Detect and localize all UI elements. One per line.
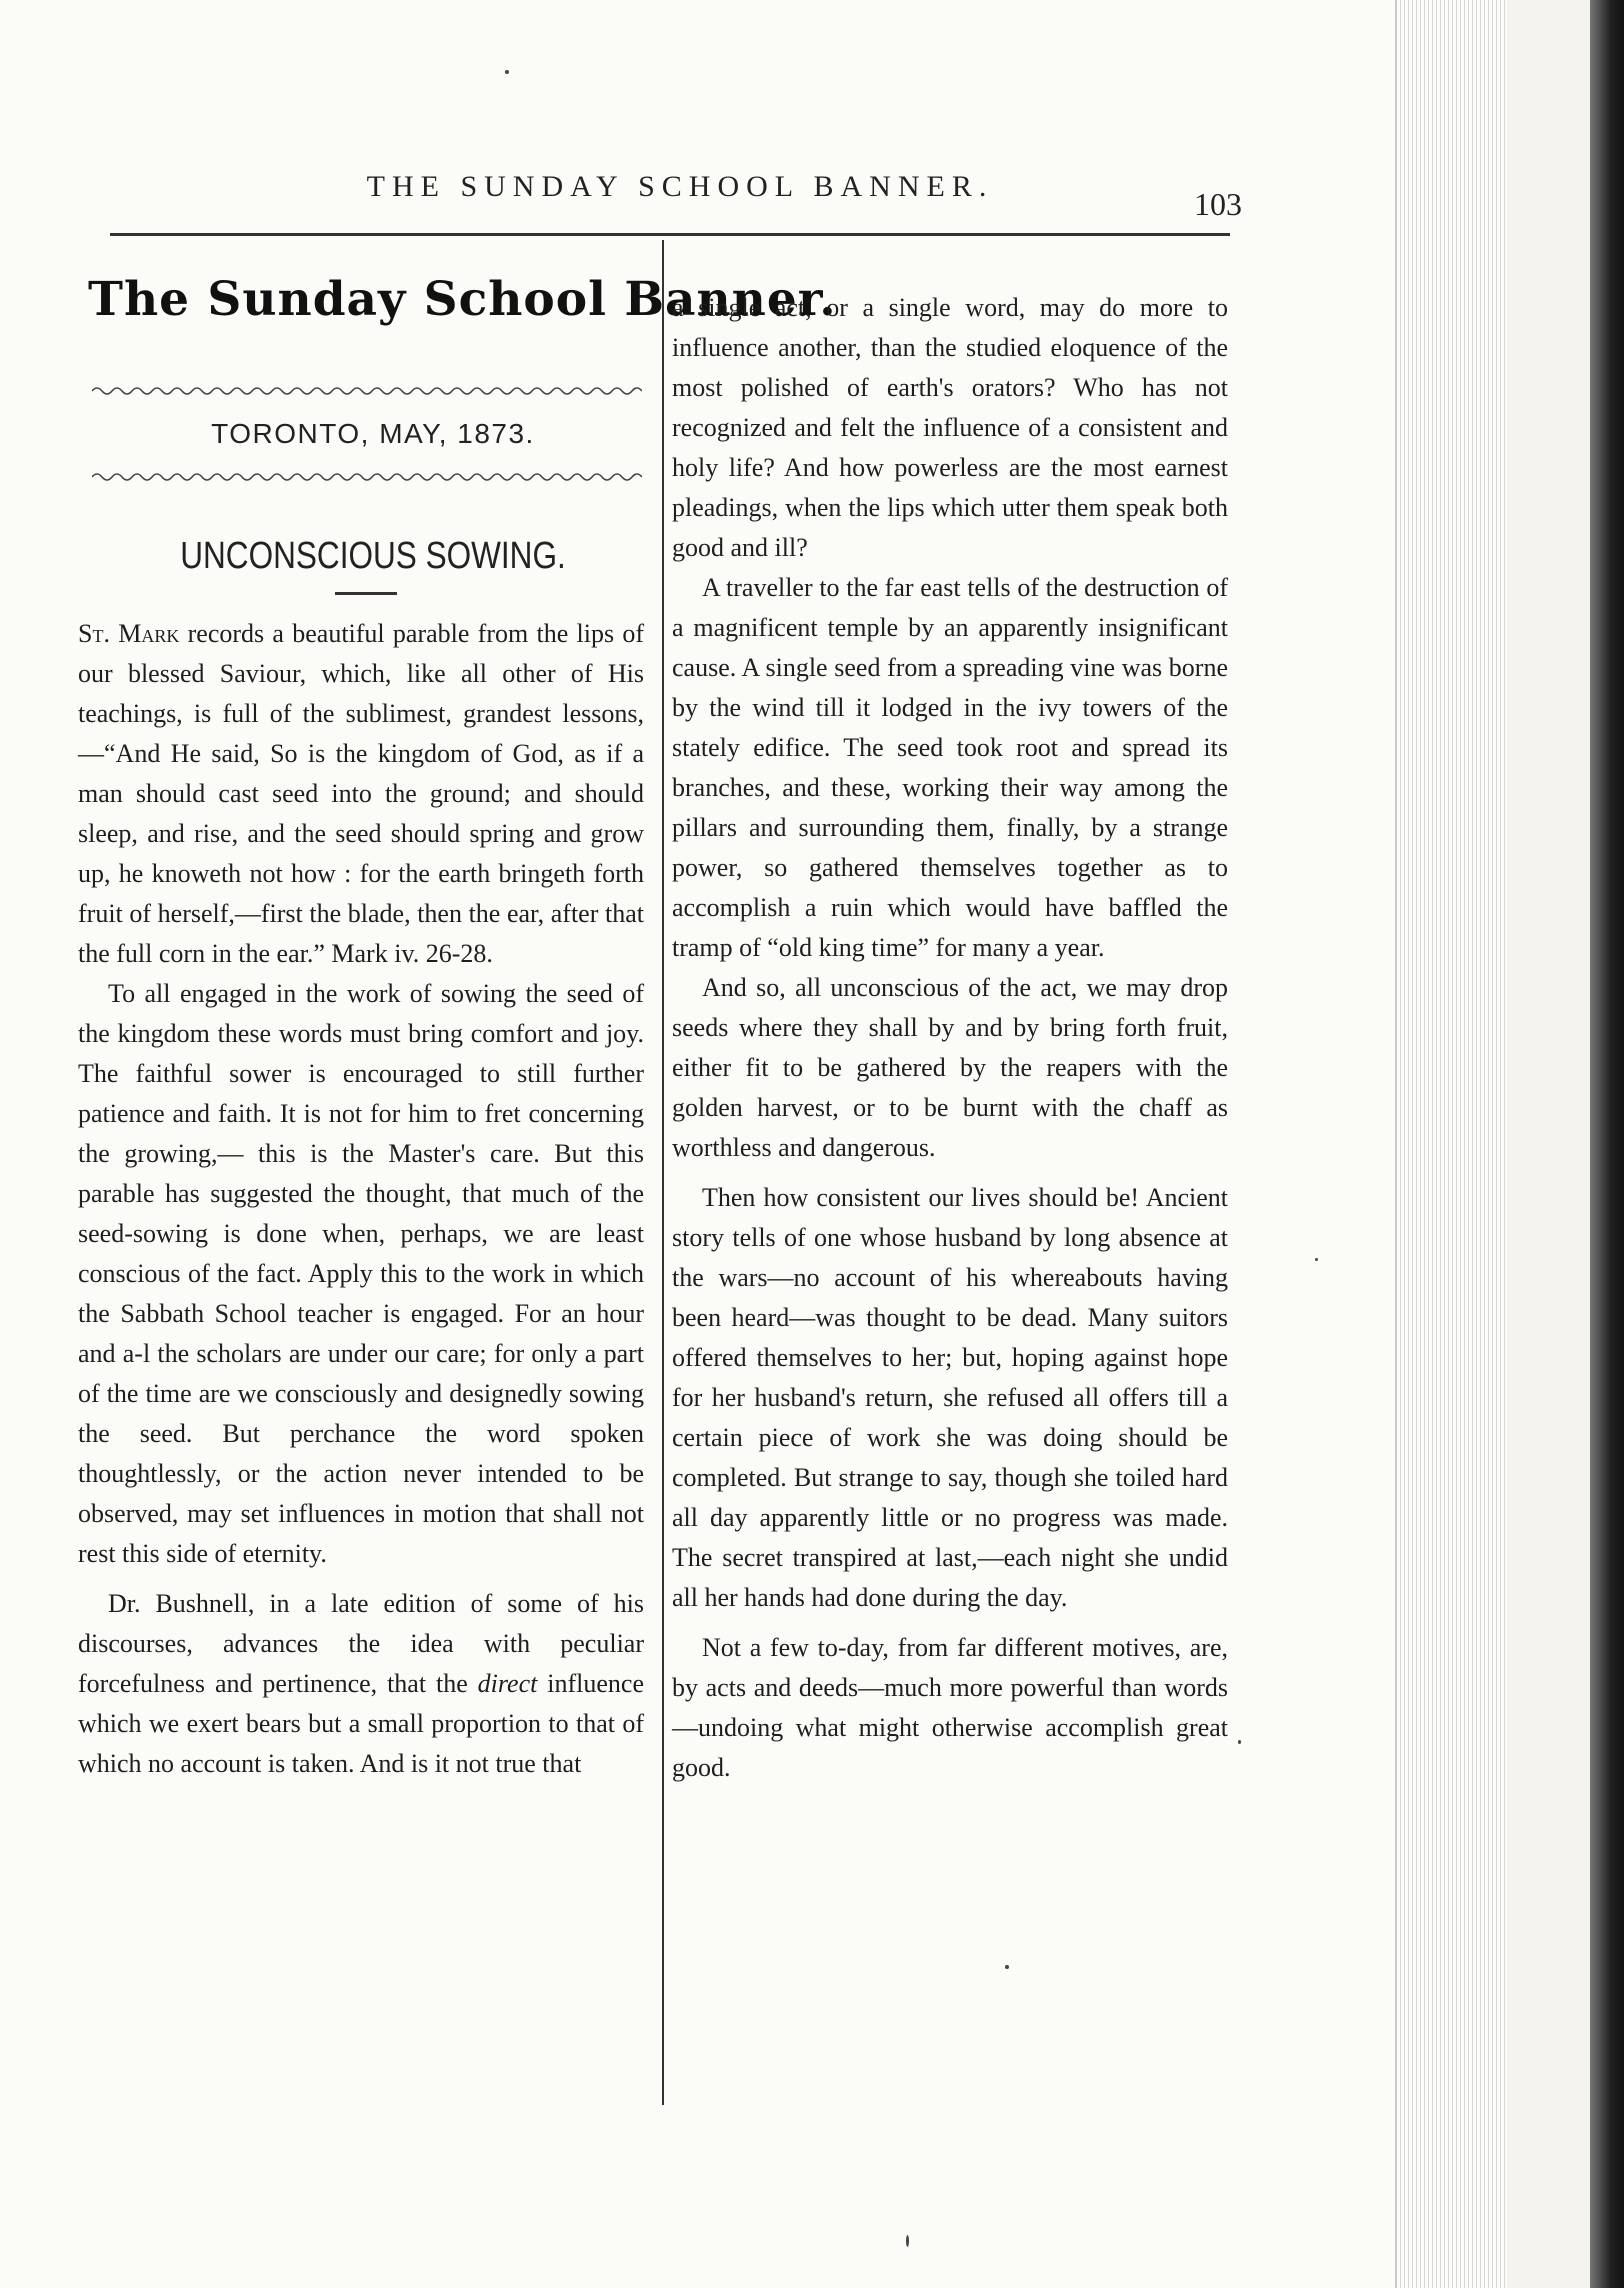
wavy-rule-bottom — [92, 470, 642, 484]
paragraph: And so, all unconscious of the act, we may drop seeds where they shall by and by bring forth fruit, either fit to be gathered by the reapers with the golden harvest, or to be burnt with the chaff as worthless and dangerous. — [672, 973, 1228, 1162]
paragraph — [78, 1584, 644, 1784]
paragraph: Not a few to-day, from far different motives, are, by acts and deeds—much more powerful than words—undoing what might otherwise accomplish great good. — [672, 1633, 1228, 1782]
left-column — [78, 614, 644, 1784]
paragraph: To all engaged in the work of sowing the seed of the kingdom these words must bring comfort and joy. The faithful sower is encouraged to still further patience and faith. It is not for him to fret concerning the growing,— this is the Master's care. But this parable has suggested the thought, that much of the seed-sowing is done when, perhaps, we are least conscious of the fact. Apply this to the work in which the Sabbath School teacher is engaged. For an hour and a-l the scholars are under our care; for only a part of the time are we consciously and designedly sowing the seed. But perchance the word spoken thoughtlessly, or the action never intended to be observed, may set influences in motion that shall not rest this side of eternity. — [78, 979, 644, 1568]
header-rule — [110, 233, 1230, 236]
wavy-rule-top — [92, 384, 642, 398]
ink-speck — [1238, 1740, 1241, 1744]
paragraph: Then how consistent our lives should be! Ancient story tells of one whose husband by long absence at the wars—no account of his whereabouts having been heard—was thought to be dead. Many suitors offered themselves to her; but, hoping against hope for her husband's return, she refused all offers till a certain piece of work she was doing should be completed. But strange to say, though she toiled hard all day apparently little or no progress was made. The secret transpired at last,—each night she undid all her hands had done during the day. — [672, 1183, 1228, 1612]
opening-name: St. Mark — [78, 619, 180, 648]
paragraph — [78, 614, 644, 974]
right-column — [672, 288, 1228, 1788]
title-rule — [335, 592, 397, 595]
running-head: THE SUNDAY SCHOOL BANNER. — [366, 170, 994, 203]
paragraph-text: records a beautiful parable from the lips of our blessed Saviour, which, like all other of His teachings, is full of the sublimest, grandest lessons,—“And He said, So is the kingdom of God, as if a man should cast seed into the ground; and should sleep, and rise, and the seed should spring and grow up, he knoweth not how : for the earth bringeth forth fruit of herself,—first the blade, then the ear, after that the full corn in the ear.” Mark iv. 26-28. — [78, 619, 645, 968]
paragraph-text: influence which we exert bears but a small proportion to that of which no account is taken. And is it not true that — [78, 1669, 645, 1778]
ink-speck — [1005, 1965, 1009, 1969]
ink-speck — [505, 70, 509, 74]
article-title: UNCONSCIOUS SOWING. — [180, 535, 566, 577]
ink-speck — [1315, 1258, 1318, 1261]
paragraph-text: Dr. Bushnell, in a late edition of some of his discourses, advances the idea with peculiar forcefulness and pertinence, that the — [78, 1589, 644, 1698]
page-number: 103 — [1194, 186, 1242, 222]
paragraph: a single act, or a single word, may do more to influence another, than the studied eloquence of the most polished of earth's orators? Who has not recognized and felt the influence of a consistent and holy life? And how powerless are the most earnest pleadings, when the lips which utter them speak both good and ill? — [672, 293, 1228, 562]
dateline: TORONTO, MAY, 1873. — [211, 418, 535, 449]
paragraph: A traveller to the far east tells of the destruction of a magnificent temple by an apparently insignificant cause. A single seed from a spreading vine was borne by the wind till it lodged in the ivy towers of the stately edifice. The seed took root and spread its branches, and these, working their way among the pillars and surrounding them, finally, by a strange power, so gathered themselves together as to accomplish a ruin which would have baffled the tramp of “old king time” for many a year. — [672, 573, 1228, 962]
column-rule — [662, 240, 664, 2105]
book-page-edges — [1395, 0, 1507, 2288]
masthead-title: The Sunday School Banner. — [88, 272, 837, 327]
emphasis-word: direct — [477, 1669, 538, 1698]
book-binding-shadow — [1590, 0, 1624, 2288]
ink-speck — [906, 2235, 909, 2247]
